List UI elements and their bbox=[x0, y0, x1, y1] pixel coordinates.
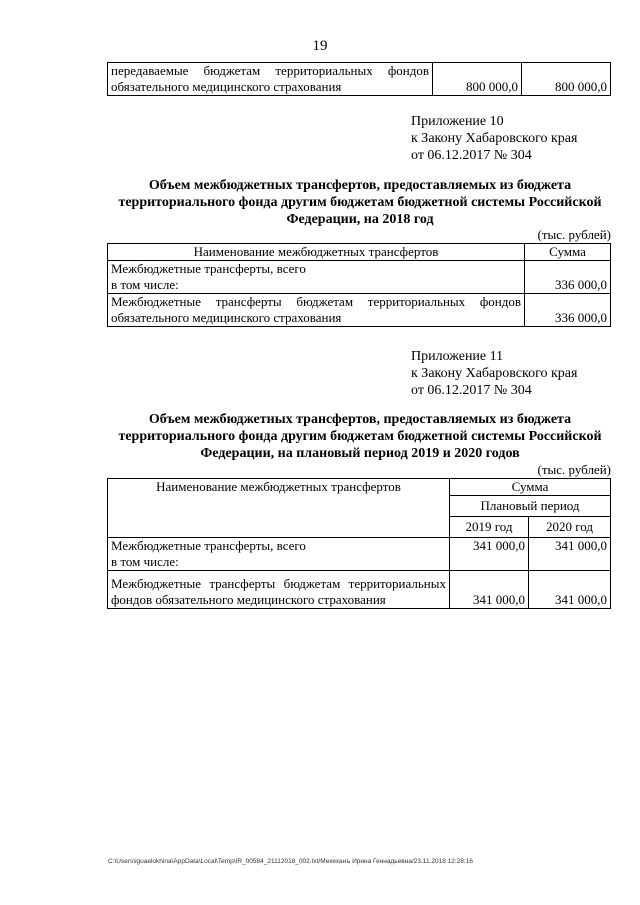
header-sum: Сумма bbox=[525, 244, 611, 261]
appendix10-header bbox=[411, 113, 577, 164]
appendix11-line1: Приложение 11 bbox=[411, 349, 504, 364]
table-header-row bbox=[108, 244, 611, 261]
row-value: 336 000,0 bbox=[525, 261, 611, 294]
row-name bbox=[108, 261, 525, 294]
header-year-2019: 2019 год bbox=[450, 517, 529, 538]
appendix10-line2: к Закону Хабаровского края bbox=[411, 131, 578, 146]
appendix11-header bbox=[411, 348, 577, 399]
row-value-2019: 341 000,0 bbox=[450, 538, 529, 571]
appendix10-line1: Приложение 10 bbox=[411, 114, 504, 129]
row-name bbox=[108, 538, 450, 571]
row-name-line2: в том числе: bbox=[111, 554, 179, 569]
header-period: Плановый период bbox=[450, 496, 611, 517]
table-header-row bbox=[108, 479, 611, 496]
appendix10-table bbox=[107, 243, 611, 327]
row-name-line1: Межбюджетные трансферты, всего bbox=[111, 538, 306, 553]
row-value-2019: 800 000,0 bbox=[433, 63, 522, 96]
appendix11-unit: (тыс. рублей) bbox=[537, 462, 611, 477]
appendix10-title: Объем межбюджетных трансфертов, предоставляемых из бюджета территориального фонда другим бюджетам бюджетной системы Российской Федерации, на 2018 год bbox=[118, 178, 602, 227]
appendix11-line2: к Закону Хабаровского края bbox=[411, 366, 578, 381]
table-row bbox=[108, 571, 611, 609]
row-value-2020: 800 000,0 bbox=[522, 63, 611, 96]
table-row bbox=[108, 294, 611, 327]
row-name: передаваемые бюджетам территориальных фондов обязательного медицинского страхования bbox=[108, 63, 433, 96]
row-name-line1: Межбюджетные трансферты, всего bbox=[111, 261, 306, 276]
appendix10-unit: (тыс. рублей) bbox=[537, 227, 611, 242]
appendix11-line3: от 06.12.2017 № 304 bbox=[411, 383, 532, 398]
row-name-line2: в том числе: bbox=[111, 277, 179, 292]
row-value-2020: 341 000,0 bbox=[529, 538, 611, 571]
table-row bbox=[108, 261, 611, 294]
appendix11-table bbox=[107, 478, 611, 609]
row-value-2019: 341 000,0 bbox=[450, 571, 529, 609]
header-name: Наименование межбюджетных трансфертов bbox=[108, 479, 450, 538]
header-sum: Сумма bbox=[450, 479, 611, 496]
row-name: Межбюджетные трансферты бюджетам территориальных фондов обязательного медицинского страхования bbox=[108, 294, 525, 327]
row-value: 336 000,0 bbox=[525, 294, 611, 327]
header-name: Наименование межбюджетных трансфертов bbox=[108, 244, 525, 261]
header-year-2020: 2020 год bbox=[529, 517, 611, 538]
appendix10-line3: от 06.12.2017 № 304 bbox=[411, 148, 532, 163]
row-name: Межбюджетные трансферты бюджетам территориальных фондов обязательного медицинского страхования bbox=[108, 571, 450, 609]
footer-path: C:\Users\iguaelokhina\AppData\Local\Temp\IR_00584_21112018_002.txt/Мехеханъ Ирина Геннадьевна/23.11.2018 12:28:16 bbox=[108, 858, 473, 865]
table-row bbox=[108, 63, 611, 96]
page-number: 19 bbox=[312, 38, 328, 54]
top-table bbox=[107, 62, 611, 96]
row-value-2020: 341 000,0 bbox=[529, 571, 611, 609]
table-row bbox=[108, 538, 611, 571]
appendix11-title: Объем межбюджетных трансфертов, предоставляемых из бюджета территориального фонда другим бюджетам бюджетной системы Российской Федерации, на плановый период 2019 и 2020 годов bbox=[118, 412, 602, 461]
